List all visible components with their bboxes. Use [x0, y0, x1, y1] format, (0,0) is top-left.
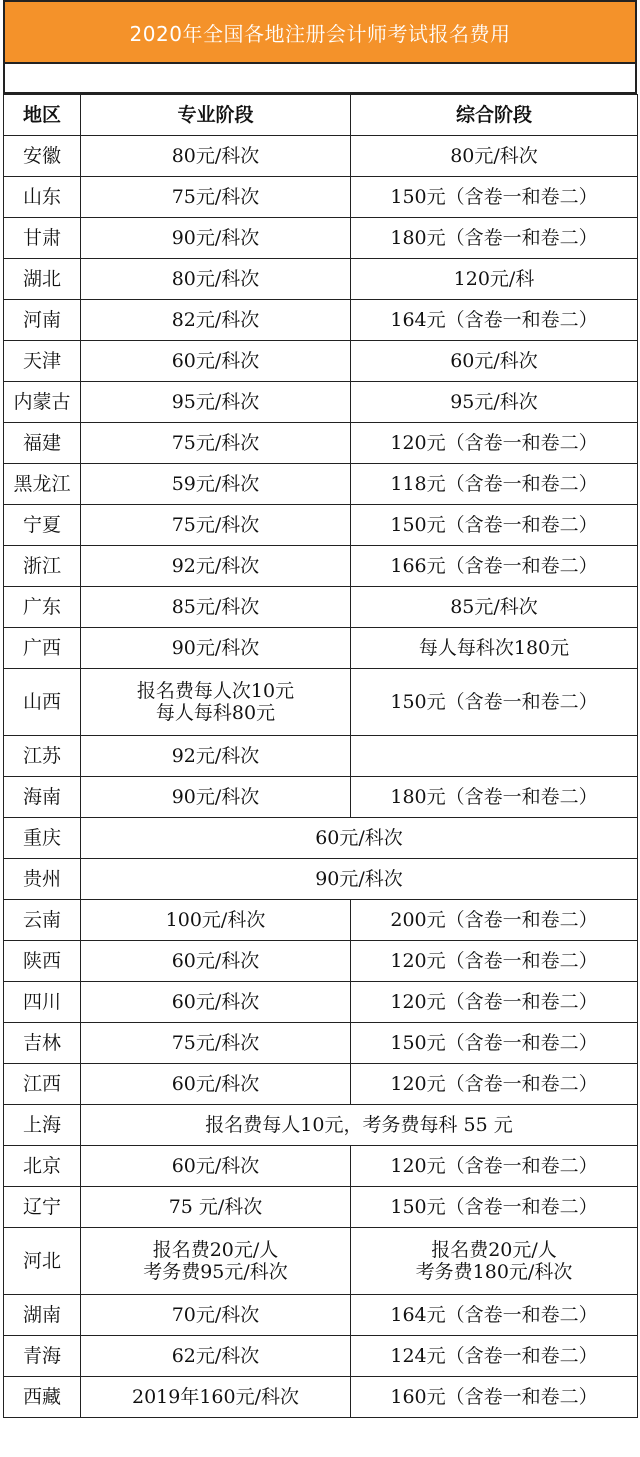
- table-row: [4, 669, 638, 736]
- region-cell: 广西: [4, 628, 81, 669]
- table-row: [4, 777, 638, 818]
- professional-fee-cell: 70元/科次: [81, 1295, 351, 1336]
- region-cell: 安徽: [4, 136, 81, 177]
- comprehensive-fee-cell: 180元（含卷一和卷二）: [351, 777, 638, 818]
- region-cell: 河南: [4, 300, 81, 341]
- region-cell: 广东: [4, 587, 81, 628]
- region-cell: 云南: [4, 900, 81, 941]
- professional-fee-cell: 2019年160元/科次: [81, 1377, 351, 1418]
- comprehensive-fee-cell: 120元（含卷一和卷二）: [351, 1064, 638, 1105]
- table-row: [4, 464, 638, 505]
- comprehensive-fee-cell: 120元（含卷一和卷二）: [351, 982, 638, 1023]
- professional-fee-cell: 82元/科次: [81, 300, 351, 341]
- region-cell: 江苏: [4, 736, 81, 777]
- professional-fee-cell: 75元/科次: [81, 177, 351, 218]
- region-cell: 福建: [4, 423, 81, 464]
- region-cell: 北京: [4, 1146, 81, 1187]
- professional-fee-cell: 90元/科次: [81, 218, 351, 259]
- professional-fee-cell: 95元/科次: [81, 382, 351, 423]
- comprehensive-fee-cell: 164元（含卷一和卷二）: [351, 1295, 638, 1336]
- region-cell: 辽宁: [4, 1187, 81, 1228]
- comprehensive-fee-cell: 150元（含卷一和卷二）: [351, 669, 638, 736]
- region-cell: 河北: [4, 1228, 81, 1295]
- professional-fee-cell: [81, 669, 351, 736]
- professional-fee-cell: 75元/科次: [81, 505, 351, 546]
- professional-fee-cell-line: 考务费95元/科次: [143, 1261, 288, 1283]
- professional-fee-cell: 90元/科次: [81, 628, 351, 669]
- region-cell: 黑龙江: [4, 464, 81, 505]
- table-row: [4, 818, 638, 859]
- comprehensive-fee-cell: 95元/科次: [351, 382, 638, 423]
- table-row: [4, 587, 638, 628]
- region-cell: 内蒙古: [4, 382, 81, 423]
- comprehensive-fee-cell: 118元（含卷一和卷二）: [351, 464, 638, 505]
- professional-fee-cell: 100元/科次: [81, 900, 351, 941]
- comprehensive-fee-cell: 150元（含卷一和卷二）: [351, 505, 638, 546]
- header-comprehensive: 综合阶段: [351, 95, 638, 136]
- comprehensive-fee-cell: 每人每科次180元: [351, 628, 638, 669]
- professional-fee-cell: 80元/科次: [81, 259, 351, 300]
- region-cell: 贵州: [4, 859, 81, 900]
- professional-fee-cell: 60元/科次: [81, 982, 351, 1023]
- region-cell: 西藏: [4, 1377, 81, 1418]
- comprehensive-fee-cell: 150元（含卷一和卷二）: [351, 177, 638, 218]
- merged-fee-cell: 报名费每人10元，考务费每科 55 元: [81, 1105, 638, 1146]
- professional-fee-cell-line: 报名费20元/人: [152, 1239, 279, 1261]
- table-row: [4, 1377, 638, 1418]
- professional-fee-cell: 75元/科次: [81, 423, 351, 464]
- table-row: [4, 177, 638, 218]
- table-row: [4, 136, 638, 177]
- comprehensive-fee-cell: 166元（含卷一和卷二）: [351, 546, 638, 587]
- comprehensive-fee-cell: 150元（含卷一和卷二）: [351, 1187, 638, 1228]
- professional-fee-cell: 90元/科次: [81, 777, 351, 818]
- comprehensive-fee-cell: 200元（含卷一和卷二）: [351, 900, 638, 941]
- comprehensive-fee-cell-line: 报名费20元/人: [431, 1239, 557, 1261]
- comprehensive-fee-cell: [351, 736, 638, 777]
- region-cell: 吉林: [4, 1023, 81, 1064]
- table-row: [4, 1105, 638, 1146]
- comprehensive-fee-cell: [351, 1228, 638, 1295]
- region-cell: 青海: [4, 1336, 81, 1377]
- professional-fee-cell: 60元/科次: [81, 1146, 351, 1187]
- table-row: [4, 1064, 638, 1105]
- region-cell: 海南: [4, 777, 81, 818]
- region-cell: 甘肃: [4, 218, 81, 259]
- comprehensive-fee-cell: 164元（含卷一和卷二）: [351, 300, 638, 341]
- table-row: [4, 900, 638, 941]
- fee-table: [3, 94, 638, 1418]
- professional-fee-cell-line: 报名费每人次10元: [136, 680, 295, 702]
- region-cell: 湖南: [4, 1295, 81, 1336]
- table-row: [4, 546, 638, 587]
- region-cell: 宁夏: [4, 505, 81, 546]
- table-row: [4, 300, 638, 341]
- table-row: [4, 859, 638, 900]
- table-row: [4, 1187, 638, 1228]
- header-region: 地区: [4, 95, 81, 136]
- merged-fee-cell: 90元/科次: [81, 859, 638, 900]
- table-title: 2020年全国各地注册会计师考试报名费用: [3, 0, 637, 64]
- comprehensive-fee-cell: 120元（含卷一和卷二）: [351, 423, 638, 464]
- region-cell: 江西: [4, 1064, 81, 1105]
- comprehensive-fee-cell: 150元（含卷一和卷二）: [351, 1023, 638, 1064]
- table-row: [4, 505, 638, 546]
- professional-fee-cell: 75元/科次: [81, 1023, 351, 1064]
- comprehensive-fee-cell: 120元/科: [351, 259, 638, 300]
- professional-fee-cell: 75 元/科次: [81, 1187, 351, 1228]
- comprehensive-fee-cell: 120元（含卷一和卷二）: [351, 1146, 638, 1187]
- table-row: [4, 1295, 638, 1336]
- region-cell: 天津: [4, 341, 81, 382]
- region-cell: 山东: [4, 177, 81, 218]
- professional-fee-cell: 92元/科次: [81, 546, 351, 587]
- merged-fee-cell: 60元/科次: [81, 818, 638, 859]
- fee-sheet: [3, 0, 637, 1418]
- table-row: [4, 382, 638, 423]
- table-row: [4, 1228, 638, 1295]
- header-row: [4, 95, 638, 136]
- region-cell: 陕西: [4, 941, 81, 982]
- comprehensive-fee-cell: 180元（含卷一和卷二）: [351, 218, 638, 259]
- region-cell: 上海: [4, 1105, 81, 1146]
- table-row: [4, 1336, 638, 1377]
- region-cell: 重庆: [4, 818, 81, 859]
- comprehensive-fee-cell: 60元/科次: [351, 341, 638, 382]
- comprehensive-fee-cell-line: 考务费180元/科次: [415, 1261, 573, 1283]
- table-row: [4, 628, 638, 669]
- professional-fee-cell: 80元/科次: [81, 136, 351, 177]
- comprehensive-fee-cell: 120元（含卷一和卷二）: [351, 941, 638, 982]
- professional-fee-cell: 60元/科次: [81, 941, 351, 982]
- region-cell: 浙江: [4, 546, 81, 587]
- blank-spacer-row: [3, 64, 637, 94]
- table-row: [4, 423, 638, 464]
- table-row: [4, 259, 638, 300]
- comprehensive-fee-cell: 160元（含卷一和卷二）: [351, 1377, 638, 1418]
- table-row: [4, 1023, 638, 1064]
- comprehensive-fee-cell: 80元/科次: [351, 136, 638, 177]
- table-row: [4, 736, 638, 777]
- table-row: [4, 218, 638, 259]
- professional-fee-cell: 60元/科次: [81, 1064, 351, 1105]
- professional-fee-cell: 60元/科次: [81, 341, 351, 382]
- comprehensive-fee-cell: 124元（含卷一和卷二）: [351, 1336, 638, 1377]
- table-row: [4, 982, 638, 1023]
- region-cell: 山西: [4, 669, 81, 736]
- header-professional: 专业阶段: [81, 95, 351, 136]
- professional-fee-cell: [81, 1228, 351, 1295]
- region-cell: 湖北: [4, 259, 81, 300]
- region-cell: 四川: [4, 982, 81, 1023]
- professional-fee-cell: 62元/科次: [81, 1336, 351, 1377]
- professional-fee-cell: 92元/科次: [81, 736, 351, 777]
- professional-fee-cell-line: 每人每科80元: [155, 702, 276, 724]
- fee-table-body: [4, 95, 638, 1418]
- table-row: [4, 1146, 638, 1187]
- comprehensive-fee-cell: 85元/科次: [351, 587, 638, 628]
- professional-fee-cell: 59元/科次: [81, 464, 351, 505]
- table-row: [4, 341, 638, 382]
- table-row: [4, 941, 638, 982]
- professional-fee-cell: 85元/科次: [81, 587, 351, 628]
